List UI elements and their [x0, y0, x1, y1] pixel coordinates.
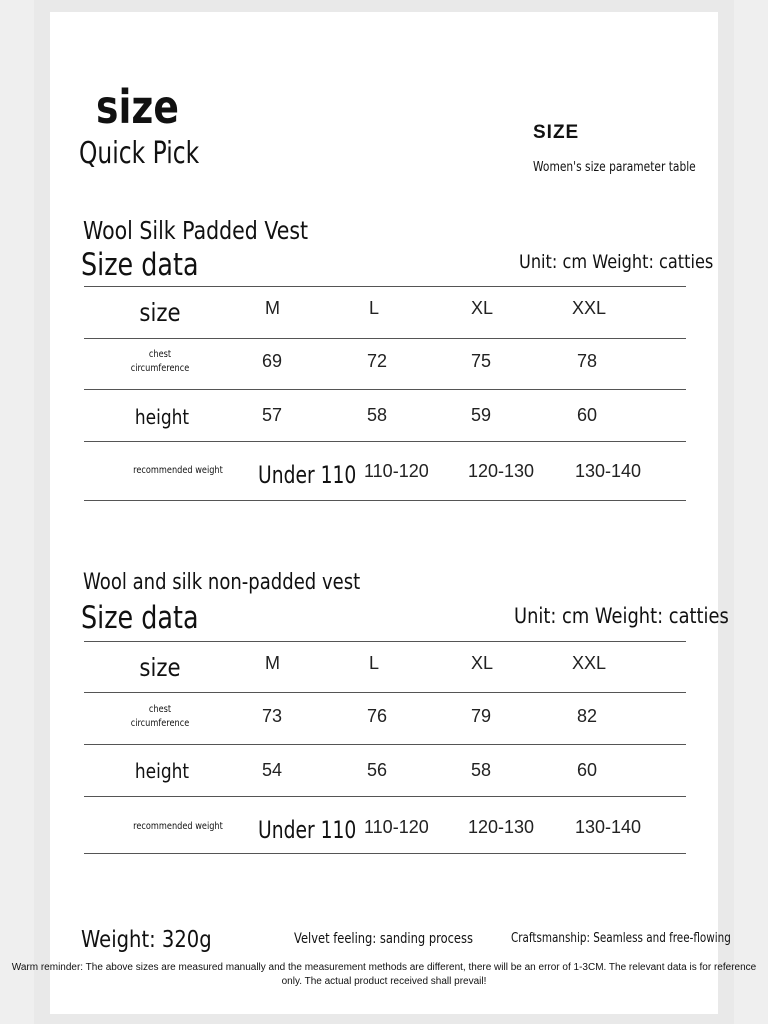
hero-subtitle: Quick Pick	[79, 136, 200, 171]
table-cell: 110-120	[364, 461, 429, 481]
table-rule	[84, 286, 686, 287]
table-rule	[84, 853, 686, 854]
table-rule	[84, 338, 686, 339]
table-cell: Under 110	[258, 816, 357, 844]
table-cell: 56	[367, 760, 388, 780]
row-label-chest-line2: circumference	[130, 363, 190, 374]
table-rule	[84, 692, 686, 693]
row-label-height: height	[134, 759, 190, 783]
table-cell: 58	[367, 405, 388, 425]
velvet-feeling-note: Velvet feeling: sanding process	[294, 931, 473, 947]
table-rule	[84, 796, 686, 797]
size-data-heading-2: Size data	[81, 600, 199, 636]
row-label-chest-line2: circumference	[130, 718, 190, 729]
row-label-chest	[103, 348, 218, 376]
table-rule	[84, 389, 686, 390]
size-col-xl: XL	[471, 653, 494, 673]
product-title-1: Wool Silk Padded Vest	[83, 216, 309, 245]
size-header-2: size	[139, 653, 181, 682]
table-cell: 130-140	[575, 817, 642, 837]
warm-reminder: Warm reminder: The above sizes are measured manually and the measurement methods are different, there will be an error of 1-3CM. The relevant data is for reference only. The actual product received shall prevail!	[11, 962, 757, 987]
size-col-l: L	[369, 298, 380, 318]
table-cell: 82	[577, 706, 598, 726]
row-label-recommended-weight: recommended weight	[133, 465, 223, 476]
size-col-l: L	[369, 653, 380, 673]
table-cell: 78	[577, 351, 598, 371]
table-cell: 75	[471, 351, 492, 371]
size-label: SIZE	[533, 122, 580, 143]
row-label-recommended-weight: recommended weight	[133, 821, 223, 832]
table-cell: Under 110	[258, 461, 357, 489]
size-data-heading-1: Size data	[81, 247, 199, 283]
size-col-m: M	[265, 653, 280, 673]
row-label-height: height	[134, 405, 190, 429]
size-col-xl: XL	[471, 298, 494, 318]
table-cell: 72	[367, 351, 388, 371]
table-rule	[84, 500, 686, 501]
product-title-2: Wool and silk non-padded vest	[83, 570, 361, 595]
table-cell: 76	[367, 706, 388, 726]
hero-title: size	[96, 80, 179, 134]
size-header-1: size	[139, 298, 181, 327]
table-cell: 110-120	[364, 817, 429, 837]
unit-label-1: Unit: cm Weight: catties	[519, 251, 714, 273]
table-cell: 57	[262, 405, 283, 425]
size-col-xxl: XXL	[572, 653, 607, 673]
table-cell: 79	[471, 706, 492, 726]
unit-label-2: Unit: cm Weight: catties	[514, 604, 729, 628]
table-rule	[84, 744, 686, 745]
table-cell: 120-130	[468, 461, 535, 481]
size-table-caption: Women's size parameter table	[533, 160, 696, 175]
size-col-xxl: XXL	[572, 298, 607, 318]
product-weight: Weight: 320g	[81, 927, 212, 953]
table-cell: 73	[262, 706, 283, 726]
row-label-chest	[103, 703, 218, 731]
table-cell: 60	[577, 405, 598, 425]
table-cell: 59	[471, 405, 492, 425]
craftsmanship-note: Craftsmanship: Seamless and free-flowing	[511, 931, 731, 946]
row-label-chest-line1: chest	[148, 349, 172, 360]
table-rule	[84, 641, 686, 642]
table-rule	[84, 441, 686, 442]
table-cell: 69	[262, 351, 283, 371]
table-cell: 130-140	[575, 461, 642, 481]
table-cell: 54	[262, 760, 283, 780]
table-cell: 58	[471, 760, 492, 780]
table-cell: 120-130	[468, 817, 535, 837]
size-col-m: M	[265, 298, 280, 318]
table-cell: 60	[577, 760, 598, 780]
row-label-chest-line1: chest	[148, 704, 172, 715]
